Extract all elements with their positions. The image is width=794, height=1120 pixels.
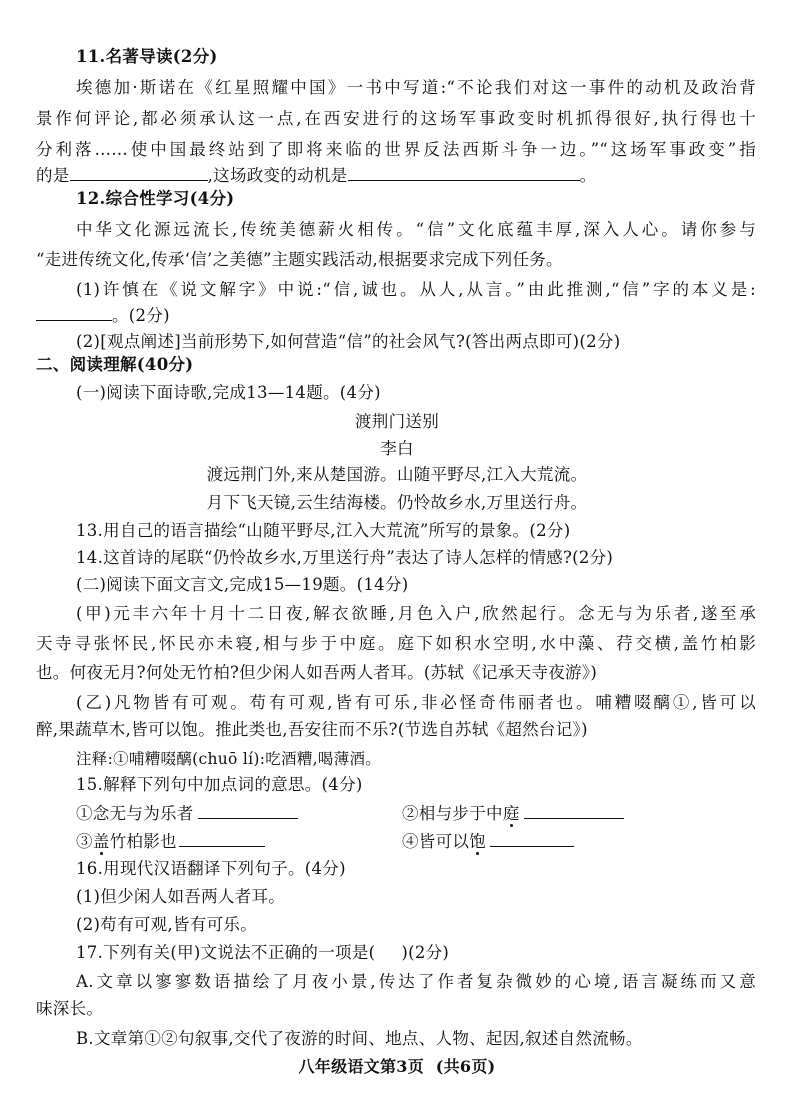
q15-item1-text: ①念无与为乐者 (76, 804, 194, 823)
q11-line4-end: 。 (579, 166, 597, 185)
q17-title-score: )(2分) (401, 943, 450, 962)
q11-line4-mid: ,这场政变的动机是 (207, 166, 348, 185)
q12-line1: 中华文化源远流长,传统美德薪火相传。“信”文化底蕴丰厚,深入人心。请你参与 (76, 220, 756, 239)
part2-instruction: (二)阅读下面文言文,完成15—19题。(14分) (76, 575, 409, 594)
q12-line2: “走进传统文化,传承‘信’之美德”主题实践活动,根据要求完成下列任务。 (36, 250, 563, 269)
answer-blank-q11-2[interactable] (348, 162, 580, 181)
page-footer: 八年级语文第3页 (共6页) (298, 1057, 496, 1076)
answer-blank-q11-1[interactable] (70, 162, 208, 181)
poem-title: 渡荆门送别 (355, 412, 439, 431)
poem-line1: 渡远荆门外,来从楚国游。山随平野尽,江入大荒流。 (206, 465, 588, 484)
yi-line2: 醉,果蔬草木,皆可以饱。推此类也,吾安往而不乐?(节选自苏轼《超然台记》) (36, 720, 588, 739)
annotation-note: 注释:①哺糟啜醨(chuō lí):吃酒糟,喝薄酒。 (76, 750, 382, 768)
q13: 13.用自己的语言描绘“山随平野尽,江入大荒流”所写的景象。(2分) (76, 521, 571, 540)
q11-line3: 分利落……使中国最终站到了即将来临的世界反法西斯斗争一边。”“这场军事政变”指 (36, 140, 756, 159)
q15-item4 (402, 828, 574, 855)
q14: 14.这首诗的尾联“仍怜故乡水,万里送行舟”表达了诗人怎样的情感?(2分) (76, 548, 614, 567)
jia-line2: 天寺寻张怀民,怀民亦未寝,相与步于中庭。庭下如积水空明,水中藻、荇交横,盖竹柏影 (36, 634, 756, 653)
q17-title-text: 17.下列有关(甲)文说法不正确的一项是( (76, 943, 376, 962)
q11-title: 11.名著导读(2分) (76, 47, 218, 66)
q15-item3-text: 竹柏影也 (109, 832, 177, 851)
q11-line4-prefix: 的是 (36, 166, 70, 185)
q15-item4-dotted: 饱 (469, 832, 487, 851)
answer-blank-q15-4[interactable] (490, 828, 574, 847)
q15-item3-num: ③ (76, 832, 93, 851)
answer-blank-q15-2[interactable] (524, 800, 624, 819)
q16-sentence1: (1)但少闲人如吾两人者耳。 (76, 887, 286, 906)
q15-item3-dotted: 盖 (92, 832, 110, 851)
section2-title: 二、阅读理解(40分) (36, 355, 194, 374)
yi-line1: (乙)凡物皆有可观。苟有可观,皆有可乐,非必怪奇伟丽者也。哺糟啜醨①,皆可以 (76, 693, 756, 712)
answer-blank-q15-1[interactable] (198, 800, 298, 819)
q12-sub1-line2 (36, 302, 170, 329)
q16-title: 16.用现代汉语翻译下列句子。(4分) (76, 859, 346, 878)
poem-author: 李白 (380, 439, 414, 458)
q15-title: 15.解释下列句中加点词的意思。(4分) (76, 775, 363, 794)
q12-sub2: (2)[观点阐述]当前形势下,如何营造“信”的社会风气?(答出两点即可)(2分) (76, 332, 621, 351)
answer-blank-q12[interactable] (36, 302, 112, 321)
q12-sub1-score: 。(2分) (112, 306, 170, 325)
answer-blank-q15-3[interactable] (179, 828, 265, 847)
q17-option-a-line2: 味深长。 (36, 999, 104, 1018)
q17-option-a-line1: A.文章以寥寥数语描绘了月夜小景,传达了作者复杂微妙的心境,语言凝练而又意 (76, 972, 756, 991)
q15-item2-dotted: 庭 (502, 804, 520, 823)
q15-item1 (76, 800, 298, 827)
q12-title: 12.综合性学习(4分) (76, 189, 235, 208)
part1-instruction: (一)阅读下面诗歌,完成13—14题。(4分) (76, 383, 381, 402)
poem-line2: 月下飞天镜,云生结海楼。仍怜故乡水,万里送行舟。 (206, 493, 588, 512)
q15-item2-text: ②相与步于中 (402, 804, 503, 823)
q11-line4 (36, 162, 596, 189)
q17-option-b-line1: B.文章第①②句叙事,交代了夜游的时间、地点、人物、起因,叙述自然流畅。 (76, 1029, 643, 1048)
q16-sentence2: (2)苟有可观,皆有可乐。 (76, 915, 258, 934)
q15-item2 (402, 800, 624, 827)
q15-item4-text: ④皆可以 (402, 832, 470, 851)
q17-title (76, 940, 449, 966)
q11-line1: 埃德加·斯诺在《红星照耀中国》一书中写道:“不论我们对这一事件的动机及政治背 (76, 78, 756, 97)
jia-line1: (甲)元丰六年十月十二日夜,解衣欲睡,月色入户,欣然起行。念无与为乐者,遂至承 (76, 604, 756, 623)
q15-item3 (76, 828, 265, 855)
q12-sub1-line1: (1)许慎在《说文解字》中说:“信,诚也。从人,从言。”由此推测,“信”字的本义是: (76, 280, 756, 299)
q11-line2: 景作何评论,都必须承认这一点,在西安进行的这场军事政变时机抓得很好,执行得也十 (36, 109, 756, 128)
jia-line3: 也。何夜无月?何处无竹柏?但少闲人如吾两人者耳。(苏轼《记承天寺夜游》) (36, 663, 598, 682)
